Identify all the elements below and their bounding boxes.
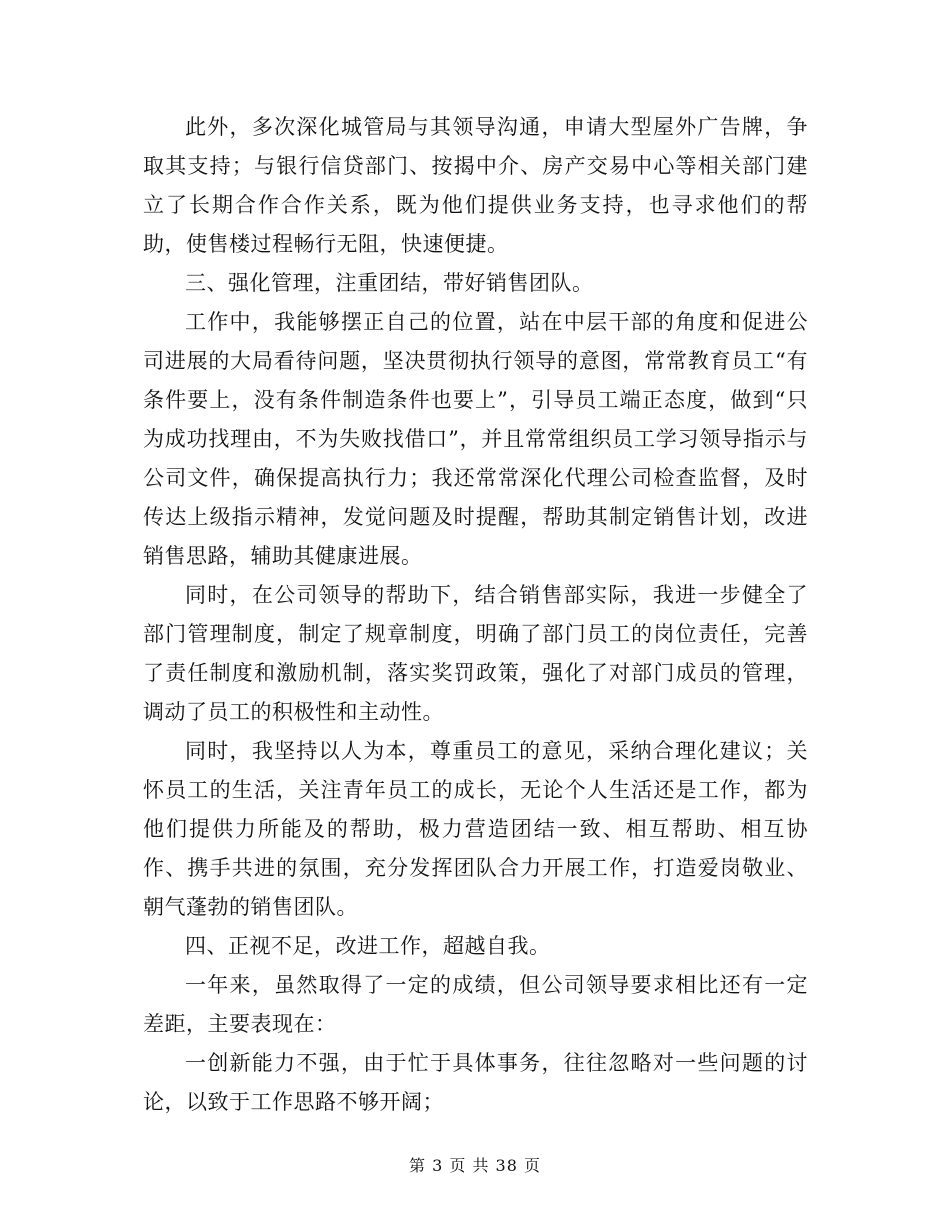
section-heading: 四、正视不足，改进工作，超越自我。 [185, 934, 551, 958]
paragraph: 一创新能力不强，由于忙于具体事务，往往忽略对一些问题的讨论，以致于工作思路不够开阔； [143, 1051, 808, 1114]
document-body [143, 108, 808, 1122]
paragraph: 一年来，虽然取得了一定的成绩，但公司领导要求相比还有一定差距，主要表现在： [143, 973, 808, 1036]
paragraph: 同时，我坚持以人为本，尊重员工的意见，采纳合理化建议；关怀员工的生活，关注青年员工的成长，无论个人生活还是工作，都为他们提供力所能及的帮助，极力营造团结一致、相互帮助、相互协作、携手共进的氛围，充分发挥团队合力开展工作，打造爱岗敬业、朝气蓬勃的销售团队。 [143, 739, 808, 919]
paragraph: 此外，多次深化城管局与其领导沟通，申请大型屋外广告牌，争取其支持；与银行信贷部门、按揭中介、房产交易中心等相关部门建立了长期合作合作关系，既为他们提供业务支持，也寻求他们的帮助，使售楼过程畅行无阻，快速便捷。 [143, 115, 808, 256]
section-heading: 三、强化管理，注重团结，带好销售团队。 [185, 271, 594, 295]
page-number-footer: 第 3 页 共 38 页 [409, 1156, 541, 1175]
paragraph: 工作中，我能够摆正自己的位置，站在中层干部的角度和促进公司进展的大局看待问题，坚决贯彻执行领导的意图，常常教育员工“有条件要上，没有条件制造条件也要上”，引导员工端正态度，做到“只为成功找理由，不为失败找借口”，并且常常组织员工学习领导指示与公司文件，确保提高执行力；我还常常深化代理公司检查监督，及时传达上级指示精神，发觉问题及时提醒，帮助其制定销售计划，改进销售思路，辅助其健康进展。 [143, 310, 808, 568]
paragraph: 同时，在公司领导的帮助下，结合销售部实际，我进一步健全了部门管理制度，制定了规章制度，明确了部门员工的岗位责任，完善了责任制度和激励机制，落实奖罚政策，强化了对部门成员的管理，调动了员工的积极性和主动性。 [143, 583, 808, 724]
